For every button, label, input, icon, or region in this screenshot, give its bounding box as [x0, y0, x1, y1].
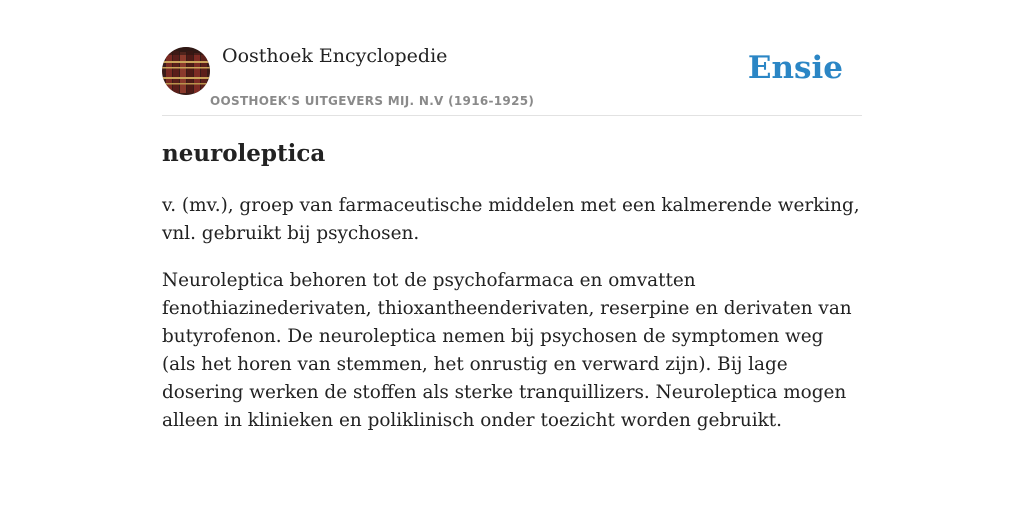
encyclopedia-books-icon[interactable] [162, 47, 210, 95]
source-subtitle: OOSTHOEK'S UITGEVERS MIJ. N.V (1916-1925) [210, 94, 535, 108]
source-header [162, 0, 862, 116]
brand-logo[interactable]: Ensie [747, 50, 843, 86]
definition-paragraph: v. (mv.), groep van farmaceutische middelen met een kalmerende werking, vnl. gebruikt bij psychosen. [162, 195, 860, 244]
description-paragraph: Neuroleptica behoren tot de psychofarmaca en omvatten fenothiazinederivaten, thioxantheenderivaten, reserpine en derivaten van butyrofenon. De neuroleptica nemen bij psychosen de symptomen weg (als het horen van stemmen, het onrustig en verward zijn). Bij lage dosering werken de stoffen als sterke tranquillizers. Neuroleptica mogen alleen in klinieken en poliklinisch onder toezicht worden gebruikt. [162, 270, 852, 431]
entry-title: neuroleptica [162, 140, 326, 167]
entry-card [162, 0, 862, 512]
source-title[interactable]: Oosthoek Encyclopedie [222, 45, 448, 67]
